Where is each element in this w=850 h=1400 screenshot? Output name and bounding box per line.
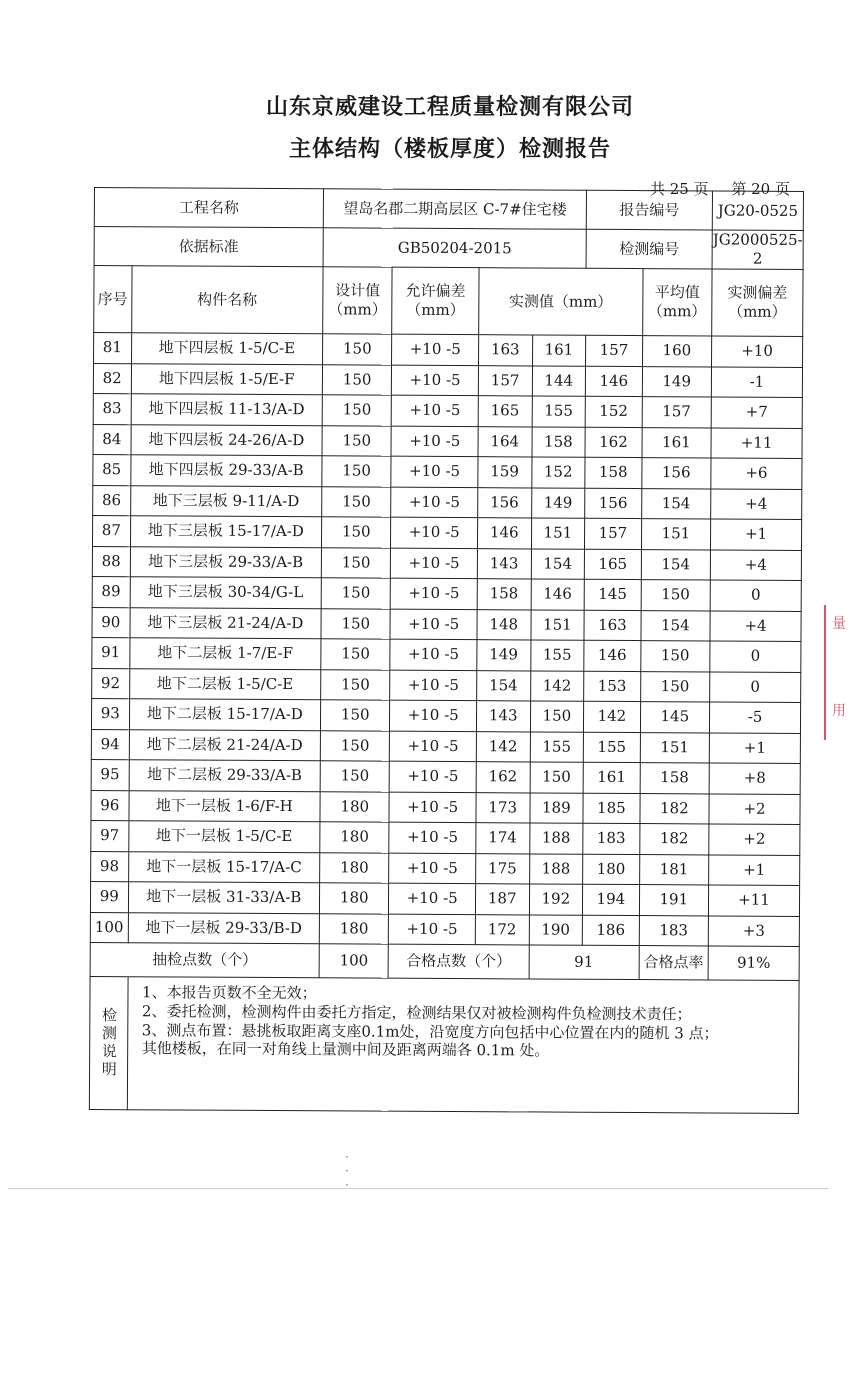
- cell-measured-3: 165: [584, 549, 641, 580]
- cell-member: 地下二层板 1-5/C-E: [129, 668, 321, 700]
- table-row: [91, 820, 800, 854]
- stamp-char-2: 用: [832, 703, 846, 719]
- cell-seq: 95: [91, 759, 129, 790]
- cell-average: 151: [641, 519, 711, 550]
- cell-measured-1: 187: [475, 884, 529, 915]
- cell-measured-1: 156: [478, 487, 532, 518]
- cell-measured-3: 157: [585, 518, 642, 549]
- cell-design: 150: [320, 700, 390, 731]
- cell-tolerance: +10 -5: [391, 548, 478, 579]
- cell-design: 180: [320, 791, 390, 822]
- cell-tolerance: +10 -5: [392, 365, 479, 396]
- cell-average: 154: [641, 549, 711, 580]
- cell-design: 150: [322, 395, 392, 426]
- cell-measured-1: 163: [478, 335, 532, 366]
- cell-member: 地下四层板 29-33/A-B: [130, 455, 322, 487]
- cell-member: 地下一层板 1-5/C-E: [128, 821, 320, 853]
- cell-measured-2: 149: [531, 487, 585, 518]
- cell-measured-1: 158: [477, 579, 531, 610]
- cell-measured-2: 146: [531, 579, 585, 610]
- cell-measured-1: 143: [476, 701, 530, 732]
- cell-tolerance: +10 -5: [390, 609, 477, 640]
- cell-member: 地下四层板 24-26/A-D: [131, 424, 323, 456]
- cell-member: 地下二层板 1-7/E-F: [129, 638, 321, 670]
- cell-design: 150: [322, 486, 392, 517]
- cell-deviation: +2: [709, 824, 800, 855]
- cell-measured-2: 154: [531, 548, 585, 579]
- page-number: 第 20 页: [731, 180, 790, 198]
- cell-seq: 84: [93, 424, 131, 455]
- cell-tolerance: +10 -5: [389, 792, 476, 823]
- cell-measured-3: 156: [585, 488, 642, 519]
- cell-average: 156: [641, 458, 711, 489]
- cell-measured-3: 142: [584, 701, 641, 732]
- cell-measured-1: 143: [477, 548, 531, 579]
- cell-average: 145: [640, 702, 710, 733]
- notes-row: [89, 976, 799, 1113]
- table-row: [91, 698, 800, 732]
- report-table: [89, 187, 804, 1114]
- cell-seq: 83: [93, 393, 131, 424]
- cell-tolerance: +10 -5: [391, 578, 478, 609]
- cell-design: 180: [319, 883, 389, 914]
- table-row: [92, 668, 801, 702]
- cell-deviation: 0: [710, 671, 801, 702]
- cell-average: 183: [639, 915, 709, 946]
- table-row: [91, 790, 800, 824]
- cell-member: 地下四层板 11-13/A-D: [131, 394, 323, 426]
- col-member: 构件名称: [131, 266, 323, 334]
- cell-measured-1: 149: [477, 640, 531, 671]
- table-row: [92, 576, 801, 610]
- cell-measured-2: 151: [530, 609, 584, 640]
- cell-measured-2: 152: [531, 457, 585, 488]
- cell-deviation: +1: [709, 854, 800, 885]
- cell-design: 150: [320, 761, 390, 792]
- scan-marks: · · ·: [345, 1150, 349, 1192]
- note-line-3: 3、测点布置：悬挑板取距离支座0.1m处，沿宽度方向包括中心位置在内的随机 3 点；: [141, 1020, 719, 1043]
- cell-deviation: +1: [711, 519, 802, 550]
- cell-measured-3: 180: [583, 854, 640, 885]
- cell-deviation: -1: [711, 366, 802, 397]
- table-row: [93, 485, 802, 519]
- cell-member: 地下一层板 29-33/B-D: [128, 912, 320, 944]
- table-row: [90, 881, 799, 915]
- page-edge-line: [8, 1188, 828, 1189]
- cell-tolerance: +10 -5: [390, 639, 477, 670]
- basis-label: 依据标准: [94, 227, 323, 267]
- cell-measured-3: 145: [584, 579, 641, 610]
- table-row: [92, 546, 801, 580]
- cell-deviation: +7: [711, 397, 802, 428]
- cell-member: 地下二层板 21-24/A-D: [129, 729, 321, 761]
- cell-measured-3: 157: [586, 335, 643, 366]
- cell-tolerance: +10 -5: [389, 853, 476, 884]
- cell-measured-3: 194: [583, 884, 640, 915]
- col-seq: 序号: [94, 266, 132, 333]
- note-line-2: 2、委托检测，检测构件由委托方指定，检测结果仅对被检测构件负检测技术责任；: [141, 1002, 692, 1024]
- pass-label: 合格点数（个）: [389, 944, 529, 979]
- cell-deviation: +4: [711, 488, 802, 519]
- cell-measured-1: 142: [476, 731, 530, 762]
- cell-average: 157: [642, 397, 712, 428]
- cell-tolerance: +10 -5: [391, 456, 478, 487]
- cell-design: 150: [322, 517, 392, 548]
- cell-design: 150: [320, 730, 390, 761]
- cell-design: 150: [322, 364, 392, 395]
- cell-measured-3: 155: [583, 732, 640, 763]
- cell-member: 地下二层板 15-17/A-D: [129, 699, 321, 731]
- cell-member: 地下三层板 30-34/G-L: [130, 577, 322, 609]
- cell-measured-2: 151: [531, 518, 585, 549]
- cell-measured-1: 157: [478, 365, 532, 396]
- cell-seq: 93: [91, 698, 129, 729]
- cell-tolerance: +10 -5: [391, 517, 478, 548]
- cell-member: 地下三层板 29-33/A-B: [130, 546, 322, 578]
- test-no-label: 检测编号: [586, 229, 712, 269]
- cell-measured-1: 159: [478, 457, 532, 488]
- cell-deviation: +11: [711, 427, 802, 458]
- cell-measured-3: 146: [584, 640, 641, 671]
- cell-seq: 85: [93, 454, 131, 485]
- cell-seq: 96: [91, 790, 129, 821]
- company-title: 山东京威建设工程质量检测有限公司: [265, 94, 634, 120]
- cell-measured-2: 190: [529, 914, 583, 945]
- cell-deviation: +11: [708, 885, 799, 916]
- cell-measured-3: 153: [584, 671, 641, 702]
- table-row: [92, 607, 801, 641]
- cell-measured-3: 162: [585, 427, 642, 458]
- cell-measured-3: 186: [582, 915, 639, 946]
- project-label: 工程名称: [94, 188, 323, 228]
- cell-tolerance: +10 -5: [392, 334, 479, 365]
- cell-deviation: +1: [709, 732, 800, 763]
- cell-seq: 86: [93, 485, 131, 516]
- table-row: [92, 637, 801, 671]
- cell-average: 161: [642, 427, 712, 458]
- cell-design: 150: [321, 639, 391, 670]
- cell-design: 180: [320, 822, 390, 853]
- cell-deviation: 0: [710, 641, 801, 672]
- table-row: [93, 393, 802, 427]
- cell-member: 地下一层板 1-6/F-H: [129, 790, 321, 822]
- rate-label: 合格点率: [639, 946, 709, 980]
- col-tolerance: 允许偏差（mm）: [392, 267, 479, 334]
- cell-tolerance: +10 -5: [389, 914, 476, 945]
- cell-deviation: +3: [708, 915, 799, 946]
- cell-measured-2: 188: [529, 823, 583, 854]
- total-pages: 共 25 页: [649, 180, 709, 198]
- cell-seq: 92: [92, 668, 130, 699]
- cell-member: 地下二层板 29-33/A-B: [129, 760, 321, 792]
- cell-design: 150: [323, 334, 393, 365]
- report-no-label: 报告编号: [586, 190, 712, 230]
- cell-tolerance: +10 -5: [391, 487, 478, 518]
- cell-average: 151: [640, 732, 710, 763]
- cell-deviation: +10: [712, 336, 803, 367]
- cell-design: 180: [319, 913, 389, 944]
- cell-measured-1: 175: [476, 853, 530, 884]
- cell-deviation: +6: [711, 458, 802, 489]
- notes-content: [127, 977, 799, 1114]
- cell-member: 地下四层板 1-5/E-F: [131, 363, 323, 395]
- cell-average: 182: [639, 824, 709, 855]
- table-row: [93, 454, 802, 488]
- column-header-row: [94, 266, 803, 337]
- cell-design: 150: [322, 425, 392, 456]
- col-average: 平均值（mm）: [642, 269, 712, 336]
- note-line-1: 1、本报告页数不全无效；: [141, 983, 317, 1003]
- cell-measured-2: 144: [532, 365, 586, 396]
- cell-tolerance: +10 -5: [390, 761, 477, 792]
- rate-value: 91%: [708, 946, 799, 981]
- cell-measured-2: 155: [530, 640, 584, 671]
- cell-measured-1: 174: [476, 823, 530, 854]
- cell-member: 地下三层板 15-17/A-D: [130, 516, 322, 548]
- cell-measured-1: 162: [476, 762, 530, 793]
- report-title: 主体结构（楼板厚度）检测报告: [288, 136, 611, 162]
- cell-measured-3: 146: [585, 366, 642, 397]
- table-row: [94, 333, 803, 367]
- cell-average: 150: [641, 580, 711, 611]
- sample-value: 100: [319, 944, 389, 978]
- report-no-value: JG20-0525: [712, 191, 803, 231]
- cell-tolerance: +10 -5: [389, 822, 476, 853]
- sample-label: 抽检点数（个）: [90, 942, 319, 977]
- test-no-value: JG2000525-2: [712, 230, 803, 268]
- cell-average: 154: [641, 610, 711, 641]
- cell-measured-1: 146: [477, 518, 531, 549]
- cell-seq: 98: [91, 851, 129, 882]
- table-row: [91, 759, 800, 793]
- note-line-4: 其他楼板，在同一对角线上量测中间及距离两端各 0.1m 处。: [141, 1039, 550, 1060]
- col-deviation: 实测偏差（mm）: [712, 269, 803, 337]
- table-row: [93, 424, 802, 458]
- cell-deviation: -5: [709, 702, 800, 733]
- cell-member: 地下三层板 21-24/A-D: [130, 607, 322, 639]
- cell-measured-2: 155: [532, 396, 586, 427]
- cell-measured-2: 189: [529, 792, 583, 823]
- cell-design: 180: [320, 852, 390, 883]
- cell-measured-1: 173: [476, 792, 530, 823]
- cell-average: 191: [639, 885, 709, 916]
- cell-design: 150: [322, 456, 392, 487]
- cell-average: 160: [642, 336, 712, 367]
- basis-value: GB50204-2015: [323, 228, 586, 268]
- cell-measured-1: 154: [477, 670, 531, 701]
- cell-average: 150: [640, 641, 710, 672]
- stamp-char-1: 量: [832, 616, 846, 632]
- table-row: [91, 729, 800, 763]
- cell-seq: 97: [91, 820, 129, 851]
- cell-design: 150: [321, 669, 391, 700]
- cell-seq: 90: [92, 607, 130, 638]
- cell-seq: 87: [92, 515, 130, 546]
- col-design: 设计值（mm）: [323, 267, 393, 334]
- table-row: [90, 912, 799, 946]
- cell-measured-1: 164: [478, 426, 532, 457]
- seal-stamp-fragment: [824, 605, 850, 740]
- cell-deviation: +4: [710, 549, 801, 580]
- cell-average: 182: [640, 793, 710, 824]
- cell-measured-2: 150: [530, 762, 584, 793]
- cell-measured-2: 155: [530, 731, 584, 762]
- cell-member: 地下一层板 15-17/A-C: [128, 851, 320, 883]
- summary-row: [90, 942, 799, 980]
- cell-deviation: +4: [710, 610, 801, 641]
- cell-measured-1: 172: [475, 914, 529, 945]
- cell-measured-3: 161: [583, 762, 640, 793]
- table-row: [92, 515, 801, 549]
- cell-measured-2: 161: [532, 335, 586, 366]
- cell-design: 150: [321, 608, 391, 639]
- cell-measured-3: 152: [585, 396, 642, 427]
- cell-deviation: 0: [710, 580, 801, 611]
- cell-tolerance: +10 -5: [392, 395, 479, 426]
- cell-average: 150: [640, 671, 710, 702]
- cell-average: 154: [641, 488, 711, 519]
- cell-seq: 81: [94, 333, 132, 364]
- cell-tolerance: +10 -5: [391, 426, 478, 457]
- notes-label: 检测说明: [89, 976, 127, 1109]
- cell-member: 地下三层板 9-11/A-D: [130, 485, 322, 517]
- cell-seq: 100: [90, 912, 128, 943]
- cell-tolerance: +10 -5: [390, 670, 477, 701]
- cell-seq: 94: [91, 729, 129, 760]
- basis-row: [94, 227, 803, 270]
- cell-design: 150: [321, 578, 391, 609]
- cell-measured-3: 183: [583, 823, 640, 854]
- cell-design: 150: [321, 547, 391, 578]
- cell-deviation: +8: [709, 763, 800, 794]
- cell-average: 158: [640, 763, 710, 794]
- cell-tolerance: +10 -5: [389, 883, 476, 914]
- cell-seq: 99: [90, 881, 128, 912]
- cell-member: 地下一层板 31-33/A-B: [128, 882, 320, 914]
- cell-tolerance: +10 -5: [390, 700, 477, 731]
- cell-deviation: +2: [709, 793, 800, 824]
- table-row: [91, 851, 800, 885]
- project-value: 望岛名郡二期高层区 C-7#住宅楼: [323, 189, 586, 229]
- cell-measured-3: 163: [584, 610, 641, 641]
- pass-value: 91: [529, 945, 639, 980]
- cell-measured-3: 185: [583, 793, 640, 824]
- cell-measured-1: 165: [478, 396, 532, 427]
- cell-measured-2: 150: [530, 701, 584, 732]
- table-row: [93, 363, 802, 397]
- cell-tolerance: +10 -5: [390, 731, 477, 762]
- cell-seq: 82: [93, 363, 131, 394]
- cell-average: 181: [639, 854, 709, 885]
- col-measured: 实测值（mm）: [479, 268, 643, 336]
- cell-measured-2: 142: [530, 670, 584, 701]
- project-row: [94, 188, 803, 231]
- cell-average: 149: [642, 366, 712, 397]
- cell-measured-2: 188: [529, 853, 583, 884]
- cell-seq: 88: [92, 546, 130, 577]
- cell-measured-2: 192: [529, 884, 583, 915]
- cell-measured-2: 158: [532, 426, 586, 457]
- cell-seq: 91: [92, 637, 130, 668]
- cell-seq: 89: [92, 576, 130, 607]
- cell-measured-1: 148: [477, 609, 531, 640]
- cell-member: 地下四层板 1-5/C-E: [131, 333, 323, 365]
- cell-measured-3: 158: [585, 457, 642, 488]
